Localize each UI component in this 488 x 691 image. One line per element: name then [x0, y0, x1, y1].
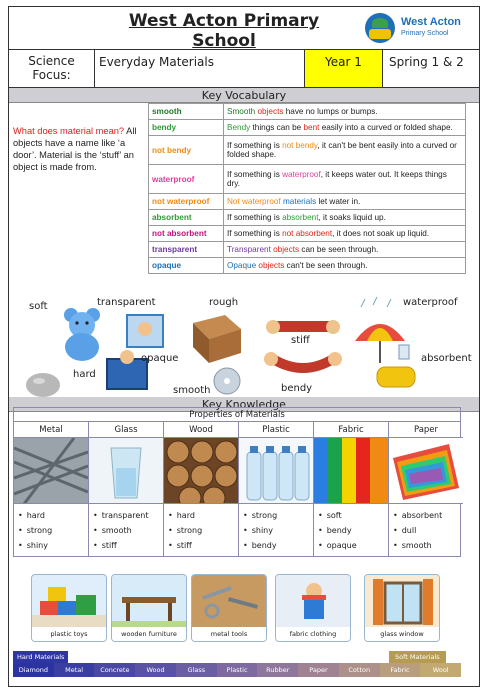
plastic-toys-icon [32, 575, 107, 629]
sponge-icon [377, 345, 415, 387]
key-knowledge-header: Key Knowledge [9, 397, 479, 412]
property-list [14, 504, 88, 556]
definition-part: objects [273, 245, 300, 254]
property-item: • hard [168, 508, 238, 523]
property-item: • smooth [93, 523, 163, 538]
definition-part: waterproof [282, 170, 321, 179]
property-item: • dull [393, 523, 463, 538]
definition-answer: All objects have a name like ‘a door’. Material is the ‘stuff’ an object is made from. [13, 126, 137, 172]
vocab-row [149, 242, 466, 258]
material-name: Paper [389, 422, 463, 438]
definition-part: Opaque [227, 261, 257, 270]
definition-part: not absorbent [282, 229, 333, 238]
year-badge: Year 1 [305, 50, 383, 87]
vocab-row [149, 120, 466, 136]
vocab-word: not waterproof [149, 194, 224, 210]
rock-icon [26, 373, 60, 397]
definition-part: absorbent [282, 213, 319, 222]
definition-part: , it soaks liquid up. [318, 213, 386, 222]
vocabulary-pictures [15, 293, 475, 401]
material-name: Glass [89, 422, 163, 438]
example-wooden-furniture [111, 574, 187, 642]
school-title: West Acton Primary School [128, 11, 320, 51]
scale-item: Diamond [13, 663, 54, 677]
label-transparent: transparent [97, 297, 156, 308]
label-soft: soft [29, 301, 48, 312]
term-label: Spring 1 & 2 [389, 55, 464, 69]
definition-part: Not waterproof [227, 197, 281, 206]
property-item: • opaque [318, 538, 388, 553]
vocab-word: bendy [149, 120, 224, 136]
vocab-word: not bendy [149, 136, 224, 165]
scale-item: Plastic [217, 663, 258, 677]
material-name: Fabric [314, 422, 388, 438]
property-item: • strong [18, 523, 88, 538]
scale-item: Wood [135, 663, 176, 677]
definition-part: If something is [227, 229, 283, 238]
definition-part: If something is [227, 213, 283, 222]
bendy-bar-icon [264, 352, 342, 368]
example-plastic-toys [31, 574, 107, 642]
material-name: Plastic [239, 422, 313, 438]
vocabulary-illustrations [15, 293, 475, 401]
definition-part: , it can't be bent easily into a curved or folded shape. [227, 141, 457, 159]
scale-item: Paper [298, 663, 339, 677]
science-focus-label: Science Focus: [9, 50, 95, 87]
metal-photo-icon [14, 438, 88, 504]
school-crest-icon [365, 13, 395, 43]
logo-subtitle: Primary School [401, 30, 449, 37]
material-column-plastic [239, 422, 314, 556]
soft-materials-label: Soft Materials [389, 651, 446, 663]
vocab-row [149, 136, 466, 165]
scale-item: Metal [54, 663, 95, 677]
definition-part: can be seen through. [299, 245, 379, 254]
property-item: • strong [168, 523, 238, 538]
definition-part: can't be seen through. [284, 261, 368, 270]
label-opaque: opaque [141, 353, 179, 364]
example-glass-window [364, 574, 440, 642]
scale-item: Cotton [339, 663, 380, 677]
label-smooth: smooth [173, 385, 211, 396]
definition-part: things can be [250, 123, 304, 132]
glass-window-icon [365, 575, 440, 629]
property-item: • shiny [243, 523, 313, 538]
material-column-glass [89, 422, 164, 556]
definition-part: If something is [227, 170, 283, 179]
property-item: • stiff [93, 538, 163, 553]
vocab-word: waterproof [149, 165, 224, 194]
rough-block-icon [193, 315, 241, 363]
teddy-bear-icon [64, 308, 100, 361]
definition-part: objects [258, 261, 285, 270]
definition-part: Bendy [227, 123, 251, 132]
logo-name: West Acton [401, 16, 461, 28]
example-metal-tools [191, 574, 267, 642]
vocab-row [149, 258, 466, 274]
hard-materials-label: Hard Materials [13, 651, 68, 663]
property-item: • shiny [18, 538, 88, 553]
material-column-metal [14, 422, 89, 556]
label-rough: rough [209, 297, 239, 308]
vocabulary-table [148, 103, 466, 274]
label-waterproof: waterproof [403, 297, 458, 308]
definition-question: What does material mean? [13, 126, 125, 136]
material-column-paper [389, 422, 463, 556]
property-item: • bendy [243, 538, 313, 553]
material-name: Metal [14, 422, 88, 438]
example-caption: plastic toys [32, 627, 106, 641]
scale-item: Concrete [94, 663, 135, 677]
label-hard: hard [73, 369, 96, 380]
property-list [314, 504, 388, 556]
scale-item: Glass [176, 663, 217, 677]
definition-box [13, 125, 143, 173]
property-item: • bendy [318, 523, 388, 538]
property-item: • soft [318, 508, 388, 523]
vocab-definition [224, 242, 466, 258]
vocab-word: opaque [149, 258, 224, 274]
vocab-row [149, 194, 466, 210]
example-caption: glass window [365, 627, 439, 641]
property-list [164, 504, 238, 556]
umbrella-icon [355, 297, 405, 363]
label-stiff: stiff [291, 335, 310, 346]
properties-table [13, 407, 461, 557]
property-item: • stiff [168, 538, 238, 553]
material-column-wood [164, 422, 239, 556]
vocab-word: transparent [149, 242, 224, 258]
vocab-row [149, 210, 466, 226]
property-item: • smooth [393, 538, 463, 553]
material-name: Wood [164, 422, 238, 438]
vocab-definition [224, 226, 466, 242]
paper-photo-icon [389, 438, 463, 504]
definition-part: easily into a curved or folded shape. [319, 123, 453, 132]
vocab-definition [224, 120, 466, 136]
definition-part: materials [282, 197, 317, 206]
definition-part: let water in. [316, 197, 361, 206]
definition-part: Smooth [227, 107, 256, 116]
topic-row [9, 50, 479, 88]
vocab-row [149, 165, 466, 194]
wooden-table-icon [112, 575, 187, 629]
definition-part: If something is [227, 141, 283, 150]
school-logo [365, 11, 477, 45]
property-list [89, 504, 163, 556]
vocab-definition [224, 136, 466, 165]
scale-item: Rubber [257, 663, 298, 677]
example-caption: fabric clothing [276, 627, 350, 641]
definition-part: bent [303, 123, 320, 132]
stiff-bar-icon [266, 320, 340, 334]
metal-tools-icon [192, 575, 267, 629]
example-fabric-clothing [275, 574, 351, 642]
fabric-clothing-icon [276, 575, 351, 629]
example-caption: wooden furniture [112, 627, 186, 641]
vocab-word: smooth [149, 104, 224, 120]
property-item: • strong [243, 508, 313, 523]
definition-part: , it keeps water out. It keeps things dry. [227, 170, 447, 188]
cd-disc-icon [214, 368, 240, 394]
property-item: • transparent [93, 508, 163, 523]
property-list [389, 504, 463, 556]
definition-part: have no lumps or bumps. [283, 107, 378, 116]
property-list [239, 504, 313, 556]
vocab-word: not absorbent [149, 226, 224, 242]
vocab-definition [224, 104, 466, 120]
key-vocabulary-header: Key Vocabulary [9, 88, 479, 103]
property-item: • hard [18, 508, 88, 523]
scale-item: Fabric [380, 663, 421, 677]
definition-part: not bendy [282, 141, 318, 150]
vocab-definition [224, 194, 466, 210]
topic-title: Everyday Materials [95, 50, 305, 87]
property-item: • absorbent [393, 508, 463, 523]
vocab-row [149, 226, 466, 242]
label-absorbent: absorbent [421, 353, 472, 364]
vocab-word: absorbent [149, 210, 224, 226]
material-column-fabric [314, 422, 389, 556]
scale-item: Wool [420, 663, 461, 677]
hardness-scale [13, 663, 461, 677]
header [9, 7, 479, 50]
glass-photo-icon [89, 438, 163, 504]
vocab-definition [224, 165, 466, 194]
fabric-photo-icon [314, 438, 388, 504]
transparent-box-icon [127, 315, 163, 347]
vocab-definition [224, 210, 466, 226]
definition-part: , it does not soak up liquid. [332, 229, 430, 238]
vocab-definition [224, 258, 466, 274]
label-bendy: bendy [281, 383, 313, 394]
wood-photo-icon [164, 438, 238, 504]
definition-part: objects [257, 107, 284, 116]
definition-part: Transparent [227, 245, 271, 254]
plastic-photo-icon [239, 438, 313, 504]
properties-title: Properties of Materials [14, 408, 460, 422]
vocab-row [149, 104, 466, 120]
example-caption: metal tools [192, 627, 266, 641]
